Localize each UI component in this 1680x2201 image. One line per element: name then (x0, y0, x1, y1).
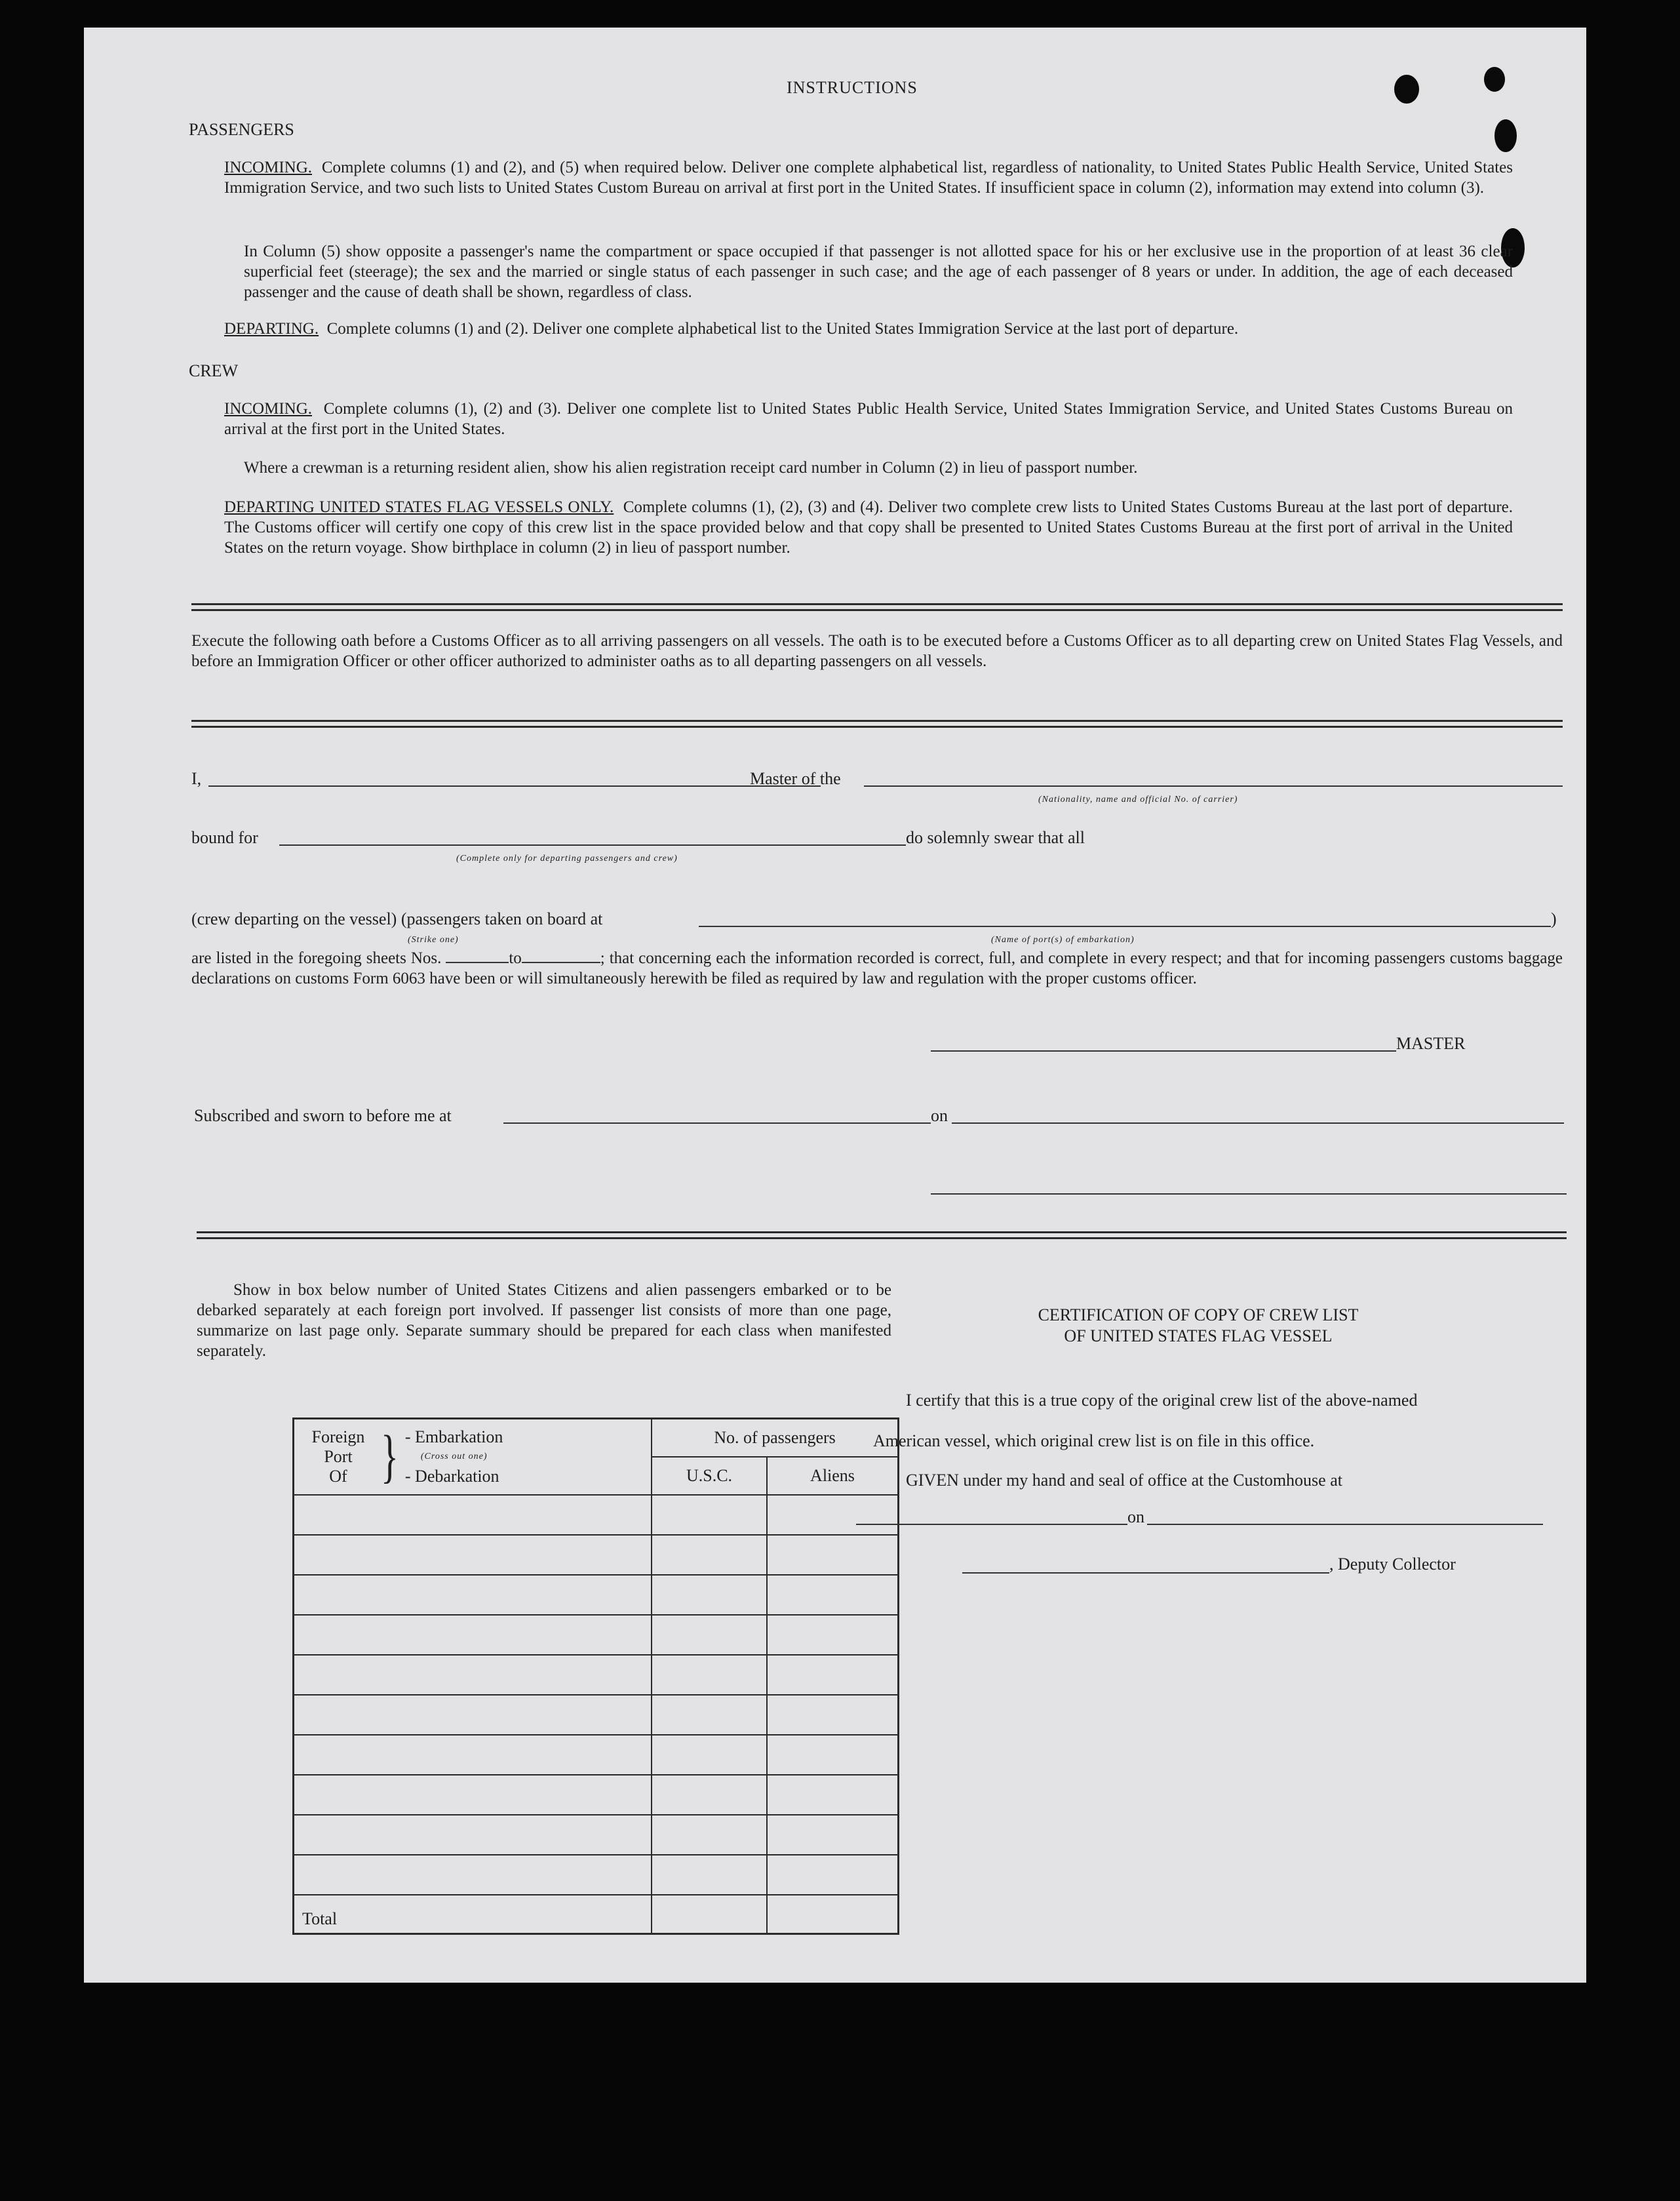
punch-hole (1394, 75, 1419, 104)
sworn-on-label: on (931, 1106, 948, 1125)
cross-out-note: (Cross out one) (420, 1451, 488, 1461)
aliens-cell[interactable] (767, 1575, 899, 1615)
master-signature-field[interactable] (931, 1050, 1396, 1052)
oath-instructions: Execute the following oath before a Customs Officer as to all arriving passengers on all vessels. The oath is to be executed before a Customs Officer as to all departing crew on United States Flag Vessels, and before an Immigration Officer or other officer authorized to administer oaths as to all departing passengers on all vessels. (191, 632, 1563, 670)
certification-date-field[interactable] (1147, 1524, 1543, 1525)
usc-cell[interactable] (652, 1735, 767, 1775)
bound-for-label: bound for (191, 828, 258, 847)
section-divider (197, 1231, 1567, 1239)
master-label: MASTER (1396, 1034, 1466, 1053)
usc-cell[interactable] (652, 1775, 767, 1815)
crew-incoming-label: INCOMING. (224, 400, 313, 418)
sworn-date-field[interactable] (952, 1122, 1564, 1124)
passengers-section-title: PASSENGERS (189, 120, 294, 139)
passengers-departing-label: DEPARTING. (224, 320, 319, 338)
deputy-collector-signature-field[interactable] (962, 1572, 1329, 1574)
crew-departing-text: Complete columns (1), (2), (3) and (4). Deliver two complete crew lists to United States Customs Bureau at the last port of departure. The Customs officer will certify one copy of this crew list in the space provided below and that copy shall be presented to United States Customs Bureau at the first port of arrival in the United States on the return voyage. Show birthplace in column (2) in lieu of passport number. (224, 498, 1513, 557)
certification-line-3: GIVEN under my hand and seal of office at the Customhouse at (906, 1471, 1342, 1490)
officer-signature-field[interactable] (931, 1193, 1567, 1195)
passengers-incoming-text: Complete columns (1) and (2), and (5) when required below. Deliver one complete alphabetical list, regardless of nationality, to United States Public Health Service, United States Immigration Service, and two such lists to United States Custom Bureau on arrival at first port in the United States. If insufficient space in column (2), information may extend into column (3). (224, 159, 1514, 197)
port-cell[interactable] (294, 1655, 652, 1695)
ports-note: (Name of port(s) of embarkation) (991, 935, 1135, 945)
page-heading: INSTRUCTIONS (787, 78, 918, 97)
listed-paragraph (191, 948, 1563, 989)
total-row (294, 1895, 899, 1934)
passengers-column5-paragraph: In Column (5) show opposite a passenger's name the compartment or space occupied if that passenger is not allotted space for his or her exclusive use in the proportion of at least 36 clear superficial feet (steerage); the sex and the married or single status of each passenger in such case; and the age of each passenger of 8 years or under. In addition, the age of each deceased passenger and the cause of death shall be shown, regardless of class. (244, 243, 1513, 301)
passengers-incoming-paragraph (224, 157, 1513, 198)
aliens-cell[interactable] (767, 1775, 899, 1815)
subscribed-label: Subscribed and sworn to before me at (194, 1106, 452, 1125)
table-row (294, 1695, 899, 1735)
debarkation-label: - Debarkation (404, 1466, 499, 1486)
usc-total-cell[interactable] (652, 1895, 767, 1934)
certification-title-2: OF UNITED STATES FLAG VESSEL (1064, 1326, 1333, 1345)
port-label: Port (324, 1446, 353, 1466)
foreign-port-header (294, 1419, 652, 1495)
crew-incoming-text: Complete columns (1), (2) and (3). Deliver one complete list to United States Public Health Service, United States Immigration Service, and United States Customs Bureau on arrival at the first port in the United States. (224, 400, 1513, 438)
aliens-cell[interactable] (767, 1735, 899, 1775)
usc-cell[interactable] (652, 1695, 767, 1735)
usc-cell[interactable] (652, 1615, 767, 1655)
port-cell[interactable] (294, 1535, 652, 1575)
to-label: to (509, 949, 522, 967)
port-cell[interactable] (294, 1775, 652, 1815)
port-cell[interactable] (294, 1815, 652, 1855)
listed-prefix: are listed in the foregoing sheets Nos. (191, 949, 442, 967)
section-divider (191, 603, 1563, 611)
aliens-cell[interactable] (767, 1655, 899, 1695)
crew-section-title: CREW (189, 361, 239, 380)
aliens-cell[interactable] (767, 1615, 899, 1655)
table-row (294, 1575, 899, 1615)
nationality-note: (Nationality, name and official No. of carrier) (1038, 795, 1238, 804)
port-cell[interactable] (294, 1695, 652, 1735)
crew-departing-paragraph (224, 497, 1513, 558)
certification-on-label: on (1127, 1507, 1144, 1526)
passengers-departing-paragraph (224, 319, 1513, 339)
embarkation-label: - Embarkation (404, 1427, 503, 1446)
punch-hole (1494, 119, 1517, 152)
crew-departing-label: DEPARTING UNITED STATES FLAG VESSELS ONLY. (224, 498, 614, 516)
usc-cell[interactable] (652, 1815, 767, 1855)
strike-one-note: (Strike one) (408, 935, 459, 945)
form-page (84, 28, 1586, 1983)
aliens-cell[interactable] (767, 1535, 899, 1575)
oath-i-label: I, (191, 769, 202, 788)
sheet-to-field[interactable] (522, 949, 600, 963)
passengers-departing-text: Complete columns (1) and (2). Deliver one complete alphabetical list to the United States Immigration Service at the last port of departure. (326, 320, 1239, 338)
usc-cell[interactable] (652, 1535, 767, 1575)
usc-header: U.S.C. (652, 1457, 767, 1495)
table-row (294, 1775, 899, 1815)
aliens-header: Aliens (767, 1457, 899, 1495)
carrier-field[interactable] (864, 785, 1563, 787)
passenger-summary-table (292, 1418, 899, 1935)
passengers-incoming-label: INCOMING. (224, 159, 313, 176)
summary-instructions: Show in box below number of United States Citizens and alien passengers embarked or to be debarked separately at each foreign port involved. If passenger list consists of more than one page, summarize on last page only. Separate summary should be prepared for each class when manifested separately. (197, 1281, 891, 1360)
port-cell[interactable] (294, 1575, 652, 1615)
sworn-location-field[interactable] (503, 1122, 931, 1124)
listed-rest: ; that concerning each the information recorded is correct, full, and complete in every respect; and (600, 949, 1251, 967)
port-cell[interactable] (294, 1855, 652, 1895)
crew-incoming-paragraph (224, 399, 1513, 439)
sheet-from-field[interactable] (446, 949, 509, 963)
listed-text-2: that for incoming passengers customs baggage declarations on customs Form 6063 have been or will simultaneously herewith be filed as required by law and regulation with the proper customs officer. (191, 949, 1563, 987)
aliens-cell[interactable] (767, 1855, 899, 1895)
usc-cell[interactable] (652, 1655, 767, 1695)
port-cell[interactable] (294, 1735, 652, 1775)
complete-only-note: (Complete only for departing passengers and crew) (456, 854, 678, 863)
foreign-label: Foreign (311, 1427, 365, 1446)
section-divider (191, 720, 1563, 728)
swear-text: do solemnly swear that all (906, 828, 1085, 847)
no-of-passengers-header: No. of passengers (652, 1419, 899, 1457)
certification-title-1: CERTIFICATION OF COPY OF CREW LIST (1038, 1305, 1359, 1324)
bound-for-field[interactable] (279, 844, 906, 846)
aliens-cell[interactable] (767, 1495, 899, 1535)
table-row (294, 1815, 899, 1855)
usc-cell[interactable] (652, 1575, 767, 1615)
certification-line-2: American vessel, which original crew list is on file in this office. (873, 1431, 1315, 1450)
aliens-cell[interactable] (767, 1695, 899, 1735)
port-cell[interactable] (294, 1615, 652, 1655)
punch-hole (1484, 67, 1505, 92)
deputy-collector-label: , Deputy Collector (1329, 1555, 1456, 1574)
table-row (294, 1855, 899, 1895)
of-label: Of (329, 1466, 347, 1486)
table-row (294, 1655, 899, 1695)
aliens-cell[interactable] (767, 1815, 899, 1855)
usc-cell[interactable] (652, 1855, 767, 1895)
crew-resident-paragraph: Where a crewman is a returning resident alien, show his alien registration receipt card number in Column (2) in lieu of passport number. (244, 459, 1138, 477)
table-row (294, 1615, 899, 1655)
certification-line-1: I certify that this is a true copy of the original crew list of the above-named (906, 1391, 1418, 1410)
total-label: Total (294, 1895, 652, 1934)
customhouse-field[interactable] (856, 1524, 1127, 1525)
port-cell[interactable] (294, 1495, 652, 1535)
embarkation-ports-field[interactable] (699, 926, 1551, 927)
crew-departing-text: (crew departing on the vessel) (passengers taken on board at (191, 909, 603, 928)
brace-icon: } (381, 1424, 399, 1490)
table-row (294, 1535, 899, 1575)
table-row (294, 1495, 899, 1535)
master-name-field[interactable] (208, 785, 821, 787)
aliens-total-cell[interactable] (767, 1895, 899, 1934)
master-of-the-label: Master of the (750, 769, 841, 788)
close-paren: ) (1551, 909, 1557, 928)
usc-cell[interactable] (652, 1495, 767, 1535)
table-row (294, 1735, 899, 1775)
